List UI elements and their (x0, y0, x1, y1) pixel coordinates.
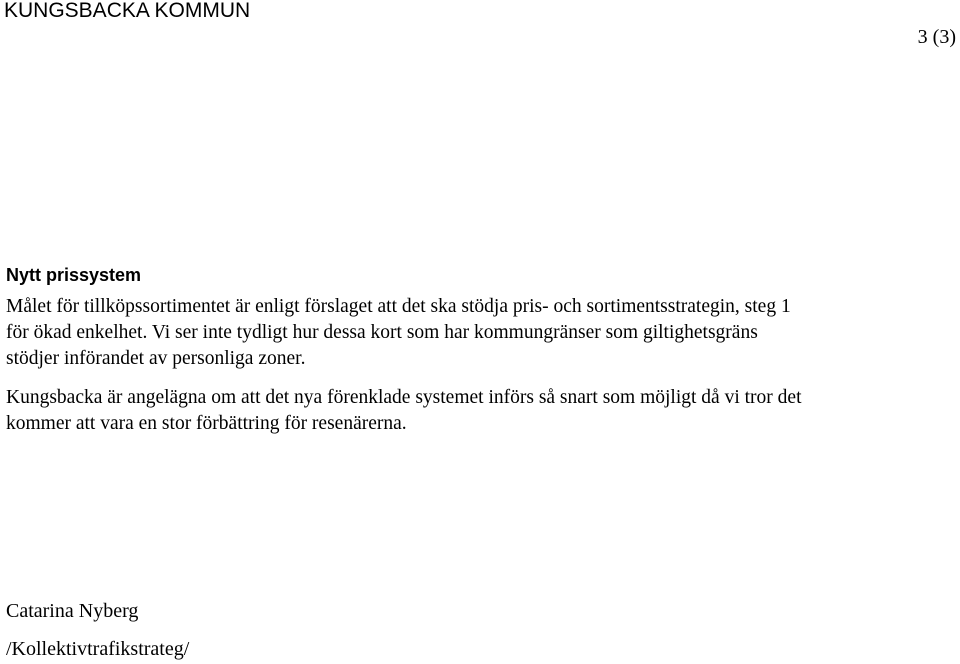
paragraph-line: stödjer införandet av personliga zoner. (6, 348, 306, 369)
paragraph-line: Målet för tillköpssortimentet är enligt förslaget att det ska stödja pris- och sortimentsstrategin, steg 1 (6, 296, 791, 317)
paragraph-2 (6, 385, 956, 437)
section-heading: Nytt prissystem (6, 265, 142, 285)
signature-name: Catarina Nyberg (6, 600, 139, 622)
organization-name: KUNGSBACKA KOMMUN (4, 0, 251, 22)
page-number: 3 (3) (917, 26, 956, 48)
paragraph-line: Kungsbacka är angelägna om att det nya förenklade systemet införs så snart som möjligt då vi tror det (6, 387, 802, 408)
signature-role: /Kollektivtrafikstrateg/ (6, 638, 190, 660)
paragraph-line: för ökad enkelhet. Vi ser inte tydligt hur dessa kort som har kommungränser som giltighetsgräns (6, 322, 758, 343)
paragraph-1 (6, 294, 956, 372)
paragraph-line: kommer att vara en stor förbättring för resenärerna. (6, 413, 407, 434)
